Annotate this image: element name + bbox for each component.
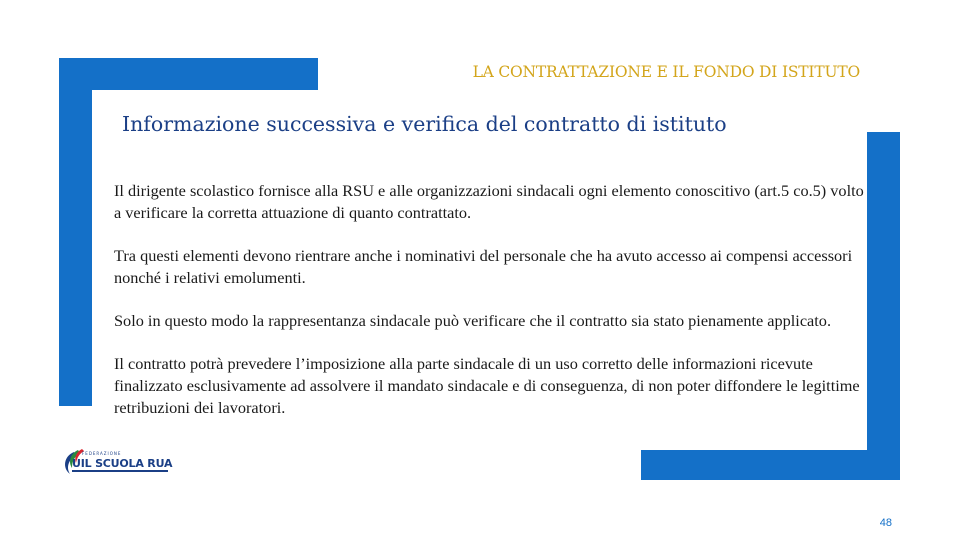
logo-small-text: FEDERAZIONE bbox=[82, 451, 122, 456]
slide-heading: Informazione successiva e verifica del contratto di istituto bbox=[122, 112, 727, 136]
paragraph-3: Solo in questo modo la rappresentanza sindacale può verificare che il contratto sia stato pienamente applicato. bbox=[114, 311, 832, 330]
body-text bbox=[114, 180, 864, 440]
paragraph-4: Il contratto potrà prevedere l’imposizione alla parte sindacale di un uso corretto delle informazioni ricevute finalizzato esclusivamente ad assolvere il mandato sindacale e di conseguenza, di non poter diffondere le legittime retribuzioni dei lavoratori. bbox=[114, 354, 860, 417]
header-title: LA CONTRATTAZIONE E IL FONDO DI ISTITUTO bbox=[472, 63, 860, 81]
logo-main-text: UIL SCUOLA RUA bbox=[72, 457, 173, 470]
paragraph-2: Tra questi elementi devono rientrare anche i nominativi del personale che ha avuto accesso ai compensi accessori nonché i relativi emolumenti. bbox=[114, 246, 853, 287]
page-number: 48 bbox=[879, 517, 892, 529]
paragraph-1: Il dirigente scolastico fornisce alla RSU e alle organizzazioni sindacali ogni elemento conoscitivo (art.5 co.5) volto a verificare la corretta attuazione di quanto contrattato. bbox=[114, 181, 864, 222]
